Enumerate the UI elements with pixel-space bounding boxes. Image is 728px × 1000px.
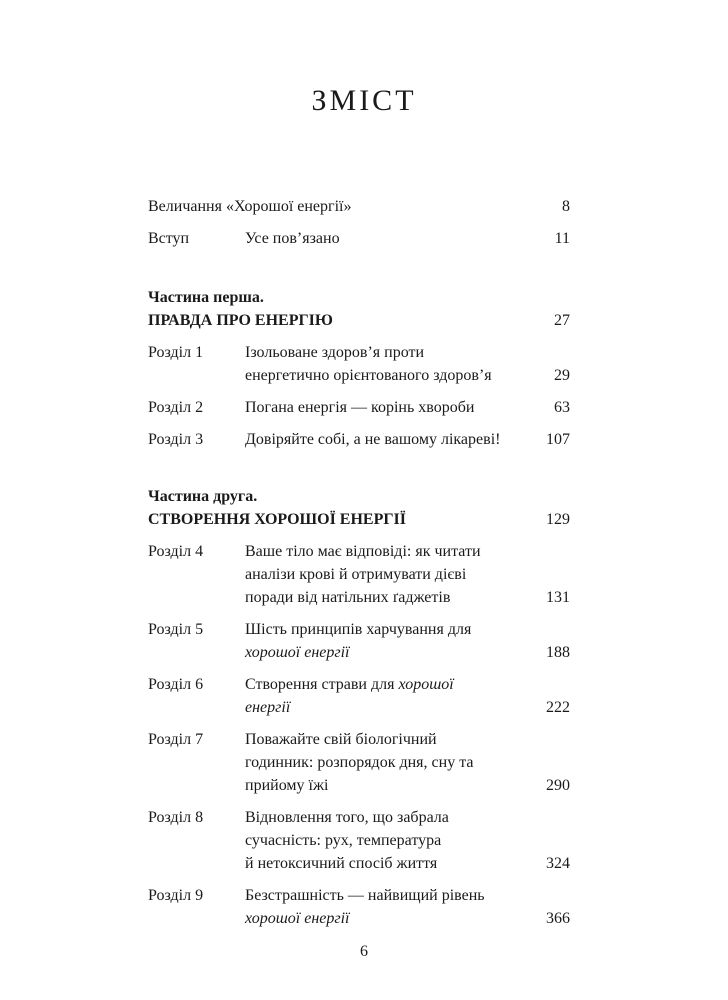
title-line: Ізольоване здоров’я проти bbox=[245, 344, 425, 361]
part-title-text: ПРАВДА ПРО ЕНЕРГІЮ bbox=[148, 312, 333, 329]
toc-entry-title bbox=[245, 806, 545, 875]
toc-entry-title bbox=[245, 618, 545, 664]
toc-page-number: 188 bbox=[546, 644, 570, 661]
toc-entry-label: Розділ 3 bbox=[148, 431, 204, 448]
part-subtitle: Частина друга. bbox=[148, 488, 258, 505]
toc-page-number: 8 bbox=[562, 198, 570, 215]
part-title bbox=[148, 309, 578, 332]
toc-entry-title: Величання «Хорошої енергії» bbox=[148, 198, 352, 215]
title-line: енергетично орієнтованого здоров’я bbox=[245, 367, 492, 384]
toc-entry-title bbox=[245, 673, 545, 719]
title-line: хорошої енергії bbox=[245, 644, 350, 661]
toc-page-number: 290 bbox=[546, 777, 570, 794]
part-title-text: СТВОРЕННЯ ХОРОШОЇ ЕНЕРГІЇ bbox=[148, 511, 406, 528]
toc-entry-title: Усе пов’язано bbox=[245, 230, 340, 247]
toc-entry-title bbox=[245, 728, 545, 797]
title-line: Безстрашність — найвищий рівень bbox=[245, 887, 485, 904]
toc-page-number: 222 bbox=[546, 699, 570, 716]
title-line: аналізи крові й отримувати дієві bbox=[245, 566, 467, 583]
toc-entry-label: Вступ bbox=[148, 230, 190, 247]
toc-entry-label: Розділ 2 bbox=[148, 399, 204, 416]
page-title: ЗМІСТ bbox=[311, 84, 417, 117]
toc-page-number: 29 bbox=[554, 367, 570, 384]
title-line: поради від натільних ґаджетів bbox=[245, 589, 451, 606]
toc-entry-title: Погана енергія — корінь хвороби bbox=[245, 399, 475, 416]
toc-page-number: 129 bbox=[546, 511, 570, 528]
toc-page-number: 131 bbox=[546, 589, 570, 606]
toc-entry-label: Розділ 6 bbox=[148, 676, 204, 693]
toc-entry-chapter-3 bbox=[148, 428, 578, 451]
toc-entry-chapter-4 bbox=[148, 540, 578, 609]
toc-entry-chapter-2 bbox=[148, 396, 578, 419]
toc-entry-title bbox=[245, 884, 545, 930]
page-number: 6 bbox=[360, 943, 368, 960]
toc-entry-intro bbox=[148, 227, 578, 250]
table-of-contents bbox=[148, 195, 578, 930]
toc-entry-chapter-7 bbox=[148, 728, 578, 797]
toc-entry-title: Довіряйте собі, а не вашому лікареві! bbox=[245, 431, 501, 448]
title-line: Шість принципів харчування для bbox=[245, 621, 472, 638]
title-line: прийому їжі bbox=[245, 777, 329, 794]
toc-entry-title bbox=[245, 341, 545, 387]
toc-page-number: 27 bbox=[554, 312, 570, 329]
toc-entry-chapter-1 bbox=[148, 341, 578, 387]
title-line: Поважайте свій біологічний bbox=[245, 731, 437, 748]
toc-page-number: 366 bbox=[546, 910, 570, 927]
toc-entry-chapter-5 bbox=[148, 618, 578, 664]
toc-page-number: 63 bbox=[554, 399, 570, 416]
title-fragment: хорошої bbox=[398, 676, 454, 693]
title-line bbox=[245, 673, 545, 696]
toc-entry-title bbox=[245, 540, 545, 609]
toc-entry-label: Розділ 1 bbox=[148, 344, 204, 361]
title-line: сучасність: рух, температура bbox=[245, 832, 442, 849]
toc-page-number: 11 bbox=[554, 230, 570, 247]
title-line: хорошої енергії bbox=[245, 910, 350, 927]
title-line: енергії bbox=[245, 699, 291, 716]
title-line: Відновлення того, що забрала bbox=[245, 809, 449, 826]
toc-entry-label: Розділ 9 bbox=[148, 887, 204, 904]
toc-entry-chapter-9 bbox=[148, 884, 578, 930]
part-title bbox=[148, 508, 578, 531]
toc-entry-chapter-8 bbox=[148, 806, 578, 875]
toc-page-number: 324 bbox=[546, 855, 570, 872]
title-line: й нетоксичний спосіб життя bbox=[245, 855, 438, 872]
toc-page-number: 107 bbox=[546, 431, 570, 448]
toc-entry-foreword bbox=[148, 195, 578, 218]
title-fragment: Створення страви для bbox=[245, 676, 399, 693]
title-line: годинник: розпорядок дня, сну та bbox=[245, 754, 474, 771]
toc-entry-chapter-6 bbox=[148, 673, 578, 719]
toc-entry-label: Розділ 8 bbox=[148, 809, 204, 826]
toc-entry-label: Розділ 7 bbox=[148, 731, 204, 748]
part-subtitle: Частина перша. bbox=[148, 289, 264, 306]
title-line: Ваше тіло має відповіді: як читати bbox=[245, 543, 481, 560]
toc-entry-label: Розділ 5 bbox=[148, 621, 204, 638]
toc-entry-label: Розділ 4 bbox=[148, 543, 204, 560]
